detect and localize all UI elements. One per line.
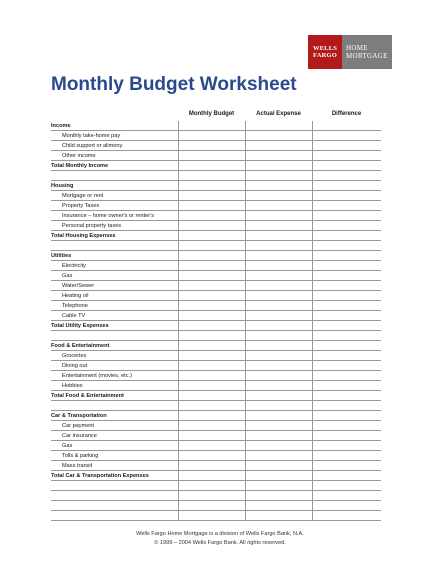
- difference-cell[interactable]: [312, 301, 381, 310]
- row-label: Monthly take-home pay: [62, 133, 121, 139]
- row-label: Gas: [62, 443, 73, 449]
- actual-expense-cell[interactable]: [245, 341, 312, 350]
- table-row: [51, 231, 381, 241]
- actual-expense-cell[interactable]: [245, 411, 312, 420]
- row-label: Property Taxes: [62, 203, 100, 209]
- actual-expense-cell[interactable]: [245, 171, 312, 180]
- table-row: [51, 271, 381, 281]
- difference-cell[interactable]: [312, 341, 381, 350]
- monthly-budget-cell[interactable]: [178, 251, 245, 260]
- actual-expense-cell[interactable]: [245, 131, 312, 140]
- monthly-budget-cell[interactable]: [178, 381, 245, 390]
- actual-expense-cell[interactable]: [245, 371, 312, 380]
- monthly-budget-cell[interactable]: [178, 471, 245, 480]
- row-label: Hobbies: [62, 383, 83, 389]
- row-label: Food & Entertainment: [51, 343, 110, 349]
- actual-expense-cell[interactable]: [245, 461, 312, 470]
- monthly-budget-cell[interactable]: [178, 421, 245, 430]
- row-label: Total Utility Expenses: [51, 323, 109, 329]
- table-row: [51, 321, 381, 331]
- row-label: [51, 241, 178, 250]
- table-row: [51, 471, 381, 481]
- monthly-budget-cell[interactable]: [178, 331, 245, 340]
- monthly-budget-cell[interactable]: [178, 121, 245, 130]
- difference-cell[interactable]: [312, 441, 381, 450]
- difference-cell[interactable]: [312, 411, 381, 420]
- row-label: [51, 501, 178, 510]
- difference-cell[interactable]: [312, 401, 381, 410]
- monthly-budget-cell[interactable]: [178, 141, 245, 150]
- monthly-budget-cell[interactable]: [178, 191, 245, 200]
- difference-cell[interactable]: [312, 171, 381, 180]
- wells-fargo-home-mortgage-logo: [308, 35, 392, 69]
- row-label: Total Car & Transportation Expenses: [51, 473, 149, 479]
- table-row: [51, 401, 381, 411]
- difference-cell[interactable]: [312, 221, 381, 230]
- table-row: [51, 161, 381, 171]
- monthly-budget-cell[interactable]: [178, 491, 245, 500]
- monthly-budget-cell[interactable]: [178, 131, 245, 140]
- actual-expense-cell[interactable]: [245, 511, 312, 520]
- header-actual-expense: Actual Expense: [256, 111, 301, 117]
- table-row: [51, 261, 381, 271]
- header-monthly-budget: Monthly Budget: [188, 111, 235, 117]
- row-label: Insurance – home owner's or renter's: [62, 213, 154, 219]
- row-label: Housing: [51, 183, 74, 189]
- actual-expense-cell[interactable]: [245, 451, 312, 460]
- table-row: [51, 341, 381, 351]
- difference-cell[interactable]: [312, 261, 381, 270]
- actual-expense-cell[interactable]: [245, 151, 312, 160]
- monthly-budget-cell[interactable]: [178, 431, 245, 440]
- table-row: [51, 451, 381, 461]
- difference-cell[interactable]: [312, 501, 381, 510]
- actual-expense-cell[interactable]: [245, 421, 312, 430]
- table-row: [51, 241, 381, 251]
- actual-expense-cell[interactable]: [245, 261, 312, 270]
- actual-expense-cell[interactable]: [245, 221, 312, 230]
- difference-cell[interactable]: [312, 461, 381, 470]
- row-label: Total Housing Expenses: [51, 233, 116, 239]
- monthly-budget-cell[interactable]: [178, 481, 245, 490]
- row-label: [51, 171, 178, 180]
- difference-cell[interactable]: [312, 311, 381, 320]
- row-label: Telephone: [62, 303, 88, 309]
- row-label: Child support or alimony: [62, 143, 123, 149]
- table-row: [51, 351, 381, 361]
- monthly-budget-cell[interactable]: [178, 321, 245, 330]
- actual-expense-cell[interactable]: [245, 291, 312, 300]
- difference-cell[interactable]: [312, 291, 381, 300]
- difference-cell[interactable]: [312, 271, 381, 280]
- table-row: [51, 201, 381, 211]
- actual-expense-cell[interactable]: [245, 501, 312, 510]
- monthly-budget-cell[interactable]: [178, 261, 245, 270]
- table-row: [51, 501, 381, 511]
- difference-cell[interactable]: [312, 321, 381, 330]
- difference-cell[interactable]: [312, 281, 381, 290]
- difference-cell[interactable]: [312, 481, 381, 490]
- table-row: [51, 141, 381, 151]
- home-mortgage-logo-block: [342, 35, 392, 69]
- difference-cell[interactable]: [312, 241, 381, 250]
- row-label: Mortgage or rent: [62, 193, 104, 199]
- table-row: [51, 461, 381, 471]
- difference-cell[interactable]: [312, 121, 381, 130]
- actual-expense-cell[interactable]: [245, 381, 312, 390]
- table-row: [51, 171, 381, 181]
- table-row: [51, 221, 381, 231]
- actual-expense-cell[interactable]: [245, 351, 312, 360]
- monthly-budget-cell[interactable]: [178, 241, 245, 250]
- monthly-budget-cell[interactable]: [178, 151, 245, 160]
- row-label: Income: [51, 123, 71, 129]
- row-label: Gas: [62, 273, 73, 279]
- difference-cell[interactable]: [312, 251, 381, 260]
- monthly-budget-cell[interactable]: [178, 271, 245, 280]
- difference-cell[interactable]: [312, 451, 381, 460]
- actual-expense-cell[interactable]: [245, 141, 312, 150]
- table-row: [51, 491, 381, 501]
- table-row: [51, 371, 381, 381]
- monthly-budget-cell[interactable]: [178, 351, 245, 360]
- actual-expense-cell[interactable]: [245, 391, 312, 400]
- table-body: [51, 121, 381, 521]
- difference-cell[interactable]: [312, 511, 381, 520]
- table-row: [51, 251, 381, 261]
- row-label: Dining out: [62, 363, 88, 369]
- table-row: [51, 411, 381, 421]
- actual-expense-cell[interactable]: [245, 201, 312, 210]
- monthly-budget-cell[interactable]: [178, 301, 245, 310]
- actual-expense-cell[interactable]: [245, 121, 312, 130]
- table-header: [51, 107, 381, 121]
- monthly-budget-cell[interactable]: [178, 181, 245, 190]
- table-row: [51, 311, 381, 321]
- monthly-budget-cell[interactable]: [178, 451, 245, 460]
- difference-cell[interactable]: [312, 471, 381, 480]
- monthly-budget-cell[interactable]: [178, 171, 245, 180]
- row-label: Mass transit: [62, 463, 93, 469]
- logo-text-mortgage: MORTGAGE: [346, 52, 388, 60]
- difference-cell[interactable]: [312, 361, 381, 370]
- monthly-budget-cell[interactable]: [178, 441, 245, 450]
- row-label: Tolls & parking: [62, 453, 99, 459]
- difference-cell[interactable]: [312, 151, 381, 160]
- row-label: [51, 481, 178, 490]
- row-label: [51, 511, 178, 520]
- table-row: [51, 121, 381, 131]
- monthly-budget-cell[interactable]: [178, 371, 245, 380]
- table-row: [51, 211, 381, 221]
- actual-expense-cell[interactable]: [245, 271, 312, 280]
- difference-cell[interactable]: [312, 191, 381, 200]
- monthly-budget-cell[interactable]: [178, 361, 245, 370]
- table-row: [51, 431, 381, 441]
- table-row: [51, 381, 381, 391]
- actual-expense-cell[interactable]: [245, 231, 312, 240]
- row-label: Personal property taxes: [62, 223, 122, 229]
- actual-expense-cell[interactable]: [245, 241, 312, 250]
- monthly-budget-cell[interactable]: [178, 391, 245, 400]
- actual-expense-cell[interactable]: [245, 441, 312, 450]
- actual-expense-cell[interactable]: [245, 331, 312, 340]
- actual-expense-cell[interactable]: [245, 431, 312, 440]
- actual-expense-cell[interactable]: [245, 321, 312, 330]
- table-row: [51, 481, 381, 491]
- difference-cell[interactable]: [312, 431, 381, 440]
- logo-text-fargo: FARGO: [313, 52, 337, 59]
- difference-cell[interactable]: [312, 141, 381, 150]
- table-row: [51, 281, 381, 291]
- table-row: [51, 421, 381, 431]
- monthly-budget-cell[interactable]: [178, 211, 245, 220]
- page-title: Monthly Budget Worksheet: [51, 74, 297, 95]
- actual-expense-cell[interactable]: [245, 311, 312, 320]
- footer-copyright: © 1999 – 2004 Wells Fargo Bank. All rights reserved.: [154, 540, 286, 546]
- difference-cell[interactable]: [312, 391, 381, 400]
- table-row: [51, 331, 381, 341]
- row-label: Other income: [62, 153, 96, 159]
- row-label: Car & Transportation: [51, 413, 107, 419]
- actual-expense-cell[interactable]: [245, 361, 312, 370]
- actual-expense-cell[interactable]: [245, 471, 312, 480]
- logo-text-wells: WELLS: [312, 45, 338, 52]
- monthly-budget-cell[interactable]: [178, 411, 245, 420]
- actual-expense-cell[interactable]: [245, 481, 312, 490]
- difference-cell[interactable]: [312, 231, 381, 240]
- actual-expense-cell[interactable]: [245, 401, 312, 410]
- monthly-budget-cell[interactable]: [178, 281, 245, 290]
- difference-cell[interactable]: [312, 371, 381, 380]
- table-row: [51, 441, 381, 451]
- monthly-budget-cell[interactable]: [178, 461, 245, 470]
- row-label: [51, 331, 178, 340]
- difference-cell[interactable]: [312, 421, 381, 430]
- monthly-budget-cell[interactable]: [178, 501, 245, 510]
- row-label: Cable TV: [62, 313, 86, 319]
- wells-fargo-logo-block: [308, 35, 342, 69]
- table-row: [51, 291, 381, 301]
- row-label: Car payment: [62, 423, 95, 429]
- actual-expense-cell[interactable]: [245, 181, 312, 190]
- actual-expense-cell[interactable]: [245, 211, 312, 220]
- table-row: [51, 181, 381, 191]
- row-label: Total Monthly Income: [51, 163, 109, 169]
- difference-cell[interactable]: [312, 381, 381, 390]
- difference-cell[interactable]: [312, 351, 381, 360]
- actual-expense-cell[interactable]: [245, 191, 312, 200]
- table-row: [51, 391, 381, 401]
- monthly-budget-cell[interactable]: [178, 311, 245, 320]
- header-difference: Difference: [331, 111, 362, 117]
- row-label: [51, 401, 178, 410]
- row-label: Electricity: [62, 263, 86, 269]
- table-row: [51, 511, 381, 521]
- actual-expense-cell[interactable]: [245, 281, 312, 290]
- actual-expense-cell[interactable]: [245, 301, 312, 310]
- row-label: Entertainment (movies, etc.): [62, 373, 132, 379]
- difference-cell[interactable]: [312, 491, 381, 500]
- monthly-budget-cell[interactable]: [178, 161, 245, 170]
- difference-cell[interactable]: [312, 131, 381, 140]
- row-label: Heating oil: [62, 293, 89, 299]
- actual-expense-cell[interactable]: [245, 161, 312, 170]
- monthly-budget-cell[interactable]: [178, 291, 245, 300]
- monthly-budget-cell[interactable]: [178, 511, 245, 520]
- row-label: Car insurance: [62, 433, 97, 439]
- monthly-budget-cell[interactable]: [178, 341, 245, 350]
- footer-disclaimer: Wells Fargo Home Mortgage is a division of Wells Fargo Bank, N.A.: [136, 531, 304, 537]
- row-label: [51, 491, 178, 500]
- table-row: [51, 301, 381, 311]
- monthly-budget-cell[interactable]: [178, 221, 245, 230]
- table-row: [51, 361, 381, 371]
- difference-cell[interactable]: [312, 211, 381, 220]
- monthly-budget-cell[interactable]: [178, 201, 245, 210]
- table-row: [51, 191, 381, 201]
- budget-table: [51, 107, 381, 521]
- difference-cell[interactable]: [312, 161, 381, 170]
- monthly-budget-cell[interactable]: [178, 231, 245, 240]
- monthly-budget-cell[interactable]: [178, 401, 245, 410]
- row-label: Groceries: [62, 353, 87, 359]
- table-row: [51, 151, 381, 161]
- actual-expense-cell[interactable]: [245, 251, 312, 260]
- difference-cell[interactable]: [312, 181, 381, 190]
- row-label: Total Food & Entertainment: [51, 393, 124, 399]
- row-label: Water/Sewer: [62, 283, 95, 289]
- logo-text-home: HOME: [346, 44, 368, 52]
- difference-cell[interactable]: [312, 331, 381, 340]
- actual-expense-cell[interactable]: [245, 491, 312, 500]
- table-row: [51, 131, 381, 141]
- row-label: Utilities: [51, 253, 72, 259]
- difference-cell[interactable]: [312, 201, 381, 210]
